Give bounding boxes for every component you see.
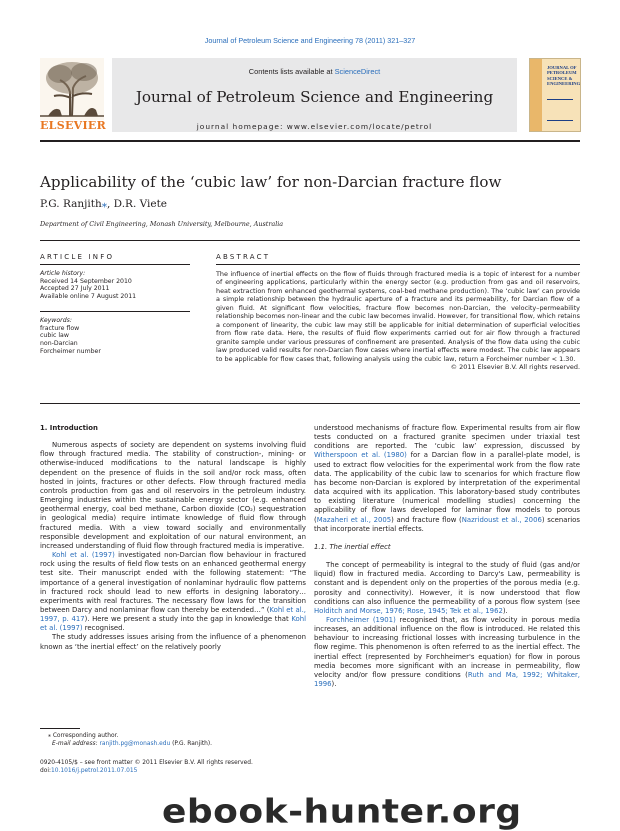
- author-1: P.G. Ranjith: [40, 198, 102, 210]
- history-label: Article history:: [40, 270, 86, 277]
- affiliation: Department of Civil Engineering, Monash University, Melbourne, Australia: [40, 220, 284, 228]
- contents-prefix: Contents lists available at: [248, 67, 335, 76]
- keywords-rule: [40, 311, 190, 312]
- author-2: , D.R. Viete: [106, 198, 168, 210]
- intro-paragraph-3: The study addresses issues arising from the influence of a phenomenon known as ‘the inertial effect’ on the relatively poorly: [40, 633, 306, 651]
- abstract-copyright: © 2011 Elsevier B.V. All rights reserved.: [450, 362, 580, 371]
- doi-label: doi:: [40, 768, 51, 774]
- introduction-heading: 1. Introduction: [40, 424, 98, 432]
- article-title: Applicability of the ‘cubic law’ for non-Darcian fracture flow: [40, 173, 502, 191]
- intro-paragraph-1: Numerous aspects of society are dependent on systems involving fluid flow through fractured media. The stability of construction-, mining- or otherwise-induced modifications to the natural landscape is highly dependent on the presence of fluids in the soil and/or rock mass, often hosted in joints, fractures or other defects. Flow through fractured media controls production from gas and oil reservoirs in the petroleum industry. Emerging industries within the sustainable energy sector (e.g. enhanced geothermal energy, coal bed methane, Carbon dioxide (CO₂) sequestration in geological media) require intimate knowledge of fluid flow through fractured media. With a view toward socially and environmentally responsible development and exploitation of our natural environment, an increased understanding of fluid flow through fractured media is imperative.: [40, 441, 306, 550]
- top-info-rule: [40, 240, 580, 241]
- paragraph-text: for a Darcian flow in a parallel-plate model, is used to extract flow velocities for the experimental work from the flow rate data. The applicability of the cubic law to scenarios for which fracture flow has become non-Darcian is explored by interpretation of the experimental data acquired with its application. This laboratory-based study contributes to existing literature (numerical modelling studies) concerning the applicability of flow laws developed for laminar flow models to porous (: [314, 451, 580, 524]
- keyword: non-Darcian: [40, 340, 78, 348]
- citation-link[interactable]: Witherspoon et al. (1980): [314, 451, 407, 460]
- citation-link[interactable]: Holditch and Morse, 1976; Rose, 1945; Tek et al., 1962: [314, 606, 503, 615]
- keyword: fracture flow: [40, 324, 80, 332]
- elsevier-wordmark: ELSEVIER: [40, 119, 107, 132]
- journal-homepage[interactable]: journal homepage: www.elsevier.com/locate/petrol: [196, 122, 433, 131]
- keywords-block: [40, 317, 190, 356]
- keywords-label: Keywords:: [40, 317, 72, 324]
- email-suffix: (P.G. Ranjith).: [170, 741, 213, 748]
- issn-line: 0920-4105/$ – see front matter © 2011 Elsevier B.V. All rights reserved.: [40, 760, 253, 766]
- sciencedirect-link[interactable]: ScienceDirect: [334, 67, 381, 76]
- right-column: [314, 424, 580, 689]
- paragraph-text: ) and fracture flow (: [391, 515, 462, 524]
- citation-link[interactable]: Ruth and Ma, 1992; Whitaker, 1996: [314, 670, 580, 689]
- email-label: E-mail address:: [52, 741, 100, 748]
- citation-link[interactable]: Kohl et al. (1997): [52, 551, 115, 560]
- abstract-body: [216, 270, 580, 371]
- article-history: [40, 270, 190, 301]
- email-line: [40, 740, 306, 748]
- watermark: ebook-hunter.org: [162, 793, 522, 831]
- corresponding-note: ⁎ Corresponding author.: [48, 733, 119, 739]
- paragraph-text: ) scenarios that incorporate inertial effects.: [314, 515, 580, 533]
- paragraph-text: ).: [502, 606, 508, 615]
- inertial-effect-subheading: 1.1. The inertial effect: [314, 542, 391, 551]
- citation-link[interactable]: Nazridoust et al., 2006: [461, 515, 542, 524]
- citation-link[interactable]: Kohl et al., 1997, p. 417: [40, 605, 306, 624]
- citation-link[interactable]: Forchheimer (1901): [326, 615, 396, 624]
- paragraph-text: understood mechanisms of fracture flow. Experimental results from air flow tests conducted on a fractured granite specimen under triaxial test conditions are reported. The ‘cubic law’ expression, discussed by: [314, 424, 580, 451]
- right-paragraph-1: [314, 424, 580, 534]
- received-date: Received 14 September 2010: [40, 277, 132, 285]
- left-column: [40, 424, 306, 652]
- contents-line: [112, 67, 517, 76]
- right-paragraph-3: [314, 616, 580, 689]
- keyword: cubic law: [40, 332, 69, 340]
- cover-title: JOURNAL OF PETROLEUM SCIENCE & ENGINEERING: [547, 65, 581, 87]
- abstract-bottom-rule: [40, 403, 580, 404]
- cover-decoration: [547, 99, 573, 121]
- journal-cover-thumbnail: [529, 58, 581, 132]
- online-date: Available online 7 August 2011: [40, 293, 137, 301]
- issn-block: [40, 759, 340, 775]
- header-rule: [40, 140, 580, 142]
- abstract-heading: ABSTRACT: [216, 253, 271, 261]
- corresponding-author-marker[interactable]: ⁎: [101, 198, 107, 210]
- abstract-rule: [216, 264, 580, 265]
- paragraph-text: The concept of permeability is integral to the study of fluid (gas and/or liquid) flow in fractured media. According to Darcy's Law, permeability is constant and is dependent only on the properties of the porous media (e.g. porosity and connectivity). However, it is now understood that flow conditions can also influence the permeability of a porous flow system (see: [314, 561, 580, 606]
- doi-link[interactable]: 10.1016/j.petrol.2011.07.015: [50, 768, 138, 774]
- journal-citation[interactable]: Journal of Petroleum Science and Engineering 78 (2011) 321–327: [204, 36, 416, 45]
- paragraph-text: investigated non-Darcian flow behaviour in fractured rock using the results of field flow tests on an enhanced geothermal energy test site. Their manuscript ended with the following statement: “The importance of a general investigation of nonlaminar hydraulic flow patterns in fractured rock should lead to new efforts in designing laboratory… experiments with real fractures. The necessary flow laws for the transition between Darcy and nonlaminar flow can thereby be extended…” (: [40, 551, 306, 614]
- cover-spine: [530, 59, 542, 131]
- paragraph-text: recognised that, as flow velocity in porous media increases, an additional influence on the flow is introduced. He related this behaviour to increasing frictional losses with increasing turbulence in the flow regime. This phenomenon is often referred to as the inertial effect. The inertial effect (represented by Forchheimer's equation) for flow in porous media becomes more significant with an increase in permeability, flow velocity and/or flow pressure conditions (: [314, 615, 580, 679]
- keyword: Forcheimer number: [40, 347, 101, 355]
- abstract-text: The influence of inertial effects on the flow of fluids through fractured media is a topic of interest for a number of engineering applications, particularly within the energy sector (e.g. production from gas and oil reservoirs, heat extraction from enhanced geothermal systems, coal-bed methane production). The ‘cubic law’ can provide a simple relationship between the hydraulic aperture of a fracture and its permeability, for Darcian flow of a given fluid. At significant flow velocities, fracture flow becomes non-Darcian, the velocity–permeability relationship becomes non-linear and the cubic law becomes invalid. However, for transitional flow, which retains a component of linearity, the cubic law may still be applicable for initial determination of superficial velocities from flow rate data. Here, the results of fluid flow experiments carried out for air flow through a fractured granite sample under various pressures of confinement are presented. Analysis of the flow data using the cubic law produced valid results for non-Darcian flow cases where inertial effects were modest. The cubic law appears to be applicable for flow cases that, following analysis using the cubic law, return a Forcheimer number < 1.30.: [216, 270, 580, 363]
- paragraph-text: recognised.: [82, 624, 125, 633]
- article-info-heading: ARTICLE INFO: [40, 253, 115, 261]
- journal-header-box: [112, 58, 517, 132]
- paragraph-text: ). Here we present a study into the gap in knowledge that: [84, 615, 292, 624]
- citation-link[interactable]: Kohl et al. (1997): [40, 615, 306, 633]
- footnote: [40, 732, 306, 748]
- citation-link[interactable]: Mazaheri et al., 2005: [316, 515, 392, 524]
- journal-name: Journal of Petroleum Science and Engineering: [135, 88, 494, 106]
- article-authors: [40, 198, 167, 210]
- email-link[interactable]: ranjith.pg@monash.edu: [99, 741, 171, 748]
- intro-paragraph-2: [40, 551, 306, 633]
- paragraph-text: ).: [331, 680, 337, 689]
- article-info-rule: [40, 264, 190, 265]
- footnote-rule: [40, 728, 80, 729]
- accepted-date: Accepted 27 July 2011: [40, 285, 110, 293]
- doi-line: [40, 767, 340, 775]
- right-paragraph-2: [314, 561, 580, 616]
